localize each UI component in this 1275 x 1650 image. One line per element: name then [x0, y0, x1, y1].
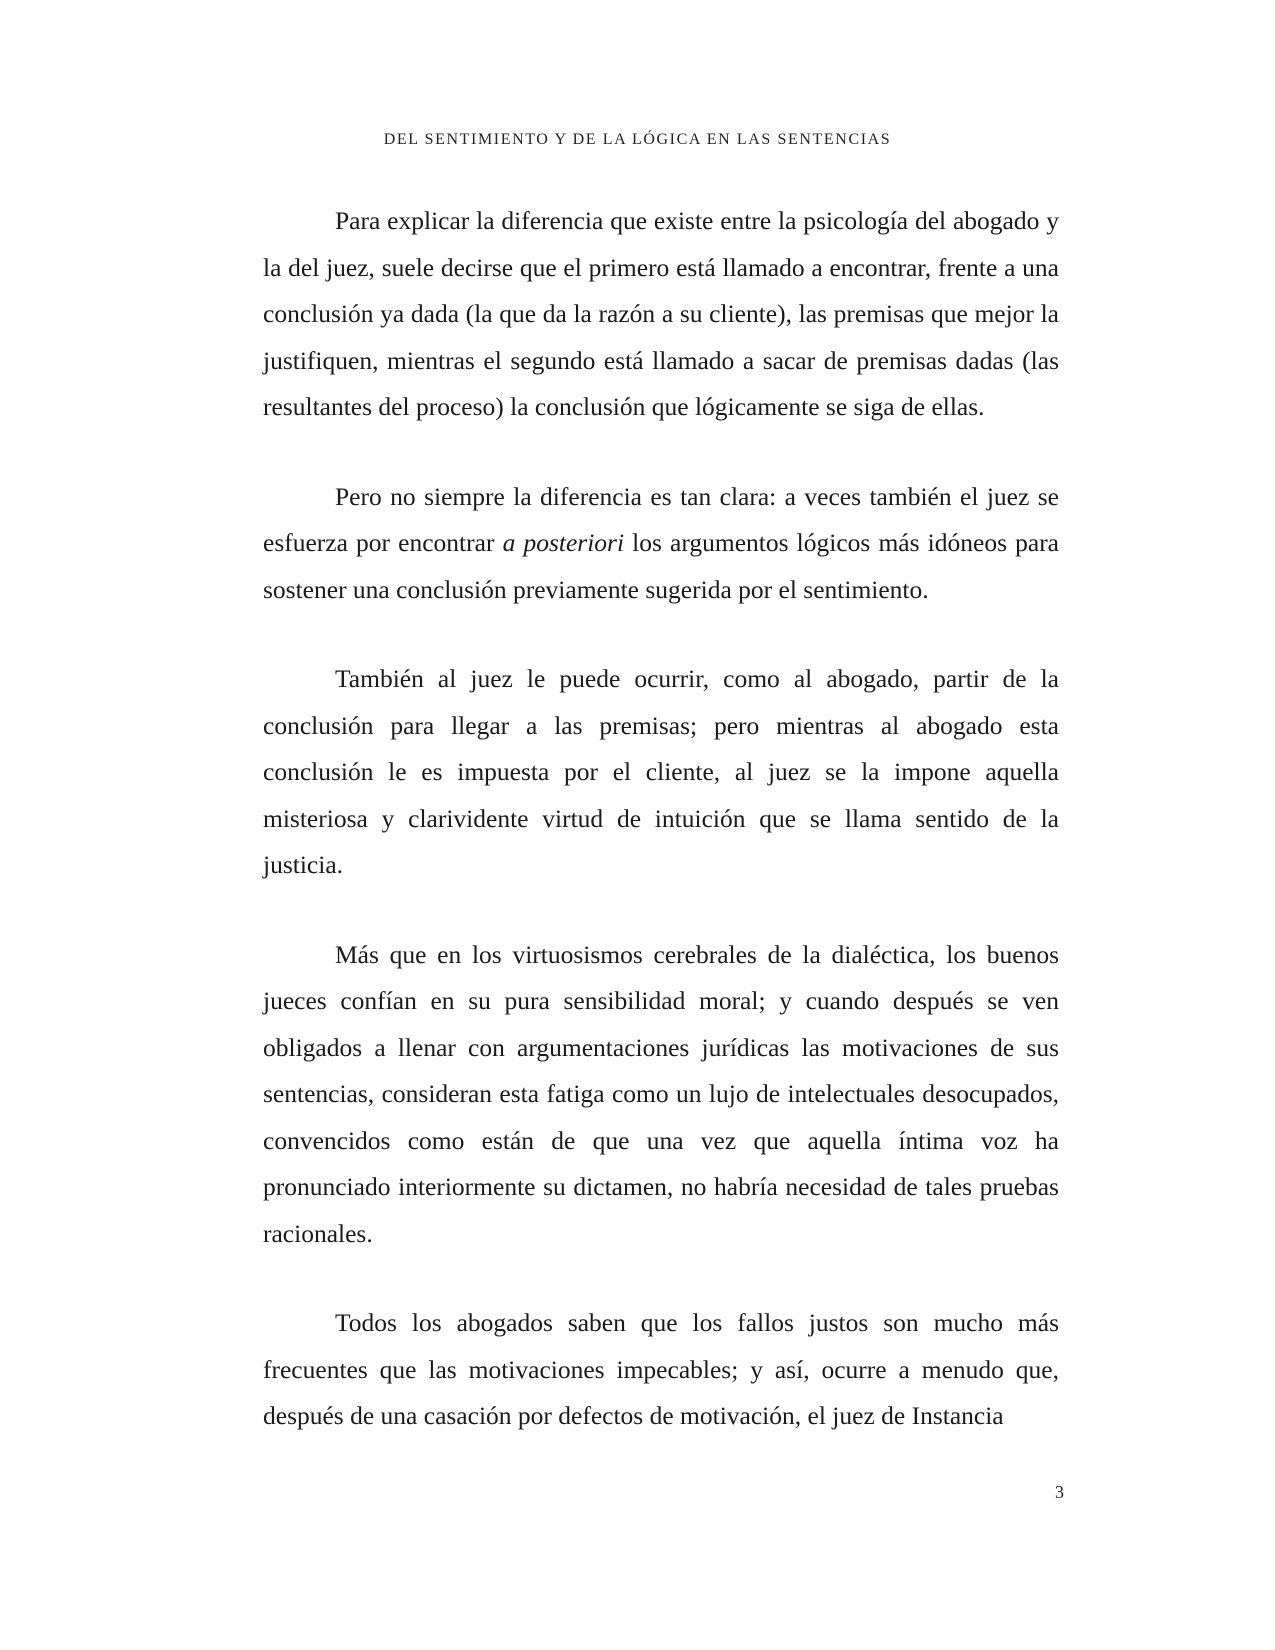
paragraph-2 [263, 474, 1059, 614]
paragraph-3: También al juez le puede ocurrir, como al abogado, partir de la conclusión para llegar a las premisas; pero mientras al abogado esta conclusión le es impuesta por el cliente, al juez se la impone aquella misteriosa y clarividente virtud de intuición que se llama sentido de la justicia. [263, 664, 1059, 879]
paragraph-4: Más que en los virtuosismos cerebrales de la dialéctica, los buenos jueces confían en su pura sensibilidad moral; y cuando después se ven obligados a llenar con argumentaciones jurídicas las motivaciones de sus sentencias, consideran esta fatiga como un lujo de intelectuales desocupados, convencidos como están de que una vez que aquella íntima voz ha pronunciado interiormente su dictamen, no habría necesidad de tales pruebas racionales. [263, 939, 1059, 1248]
paragraph-2-italic: a posteriori [502, 528, 625, 557]
paragraph-1: Para explicar la diferencia que existe entre la psicología del abogado y la del juez, suele decirse que el primero está llamado a encontrar, frente a una conclusión ya dada (la que da la razón a su cliente), las premisas que mejor la justifiquen, mientras el segundo está llamado a sacar de premisas dadas (las resultantes del proceso) la conclusión que lógicamente se siga de ellas. [263, 206, 1059, 421]
running-head: DEL SENTIMIENTO Y DE LA LÓGICA EN LAS SENTENCIAS [383, 131, 892, 148]
paragraph-2-text-after: los argumentos lógicos más idóneos para sostener una conclusión previamente sugerida por el sentimiento. [263, 528, 1059, 604]
page-number: 3 [1055, 1482, 1064, 1502]
paragraph-2-text-before: Pero no siempre la diferencia es tan clara: a veces también el juez se esfuerza por encontrar [263, 481, 1059, 557]
paragraph-5: Todos los abogados saben que los fallos justos son mucho más frecuentes que las motivaciones impecables; y así, ocurre a menudo que, después de una casación por defectos de motivación, el juez de Instancia [263, 1308, 1059, 1430]
body-text [263, 198, 1059, 1483]
